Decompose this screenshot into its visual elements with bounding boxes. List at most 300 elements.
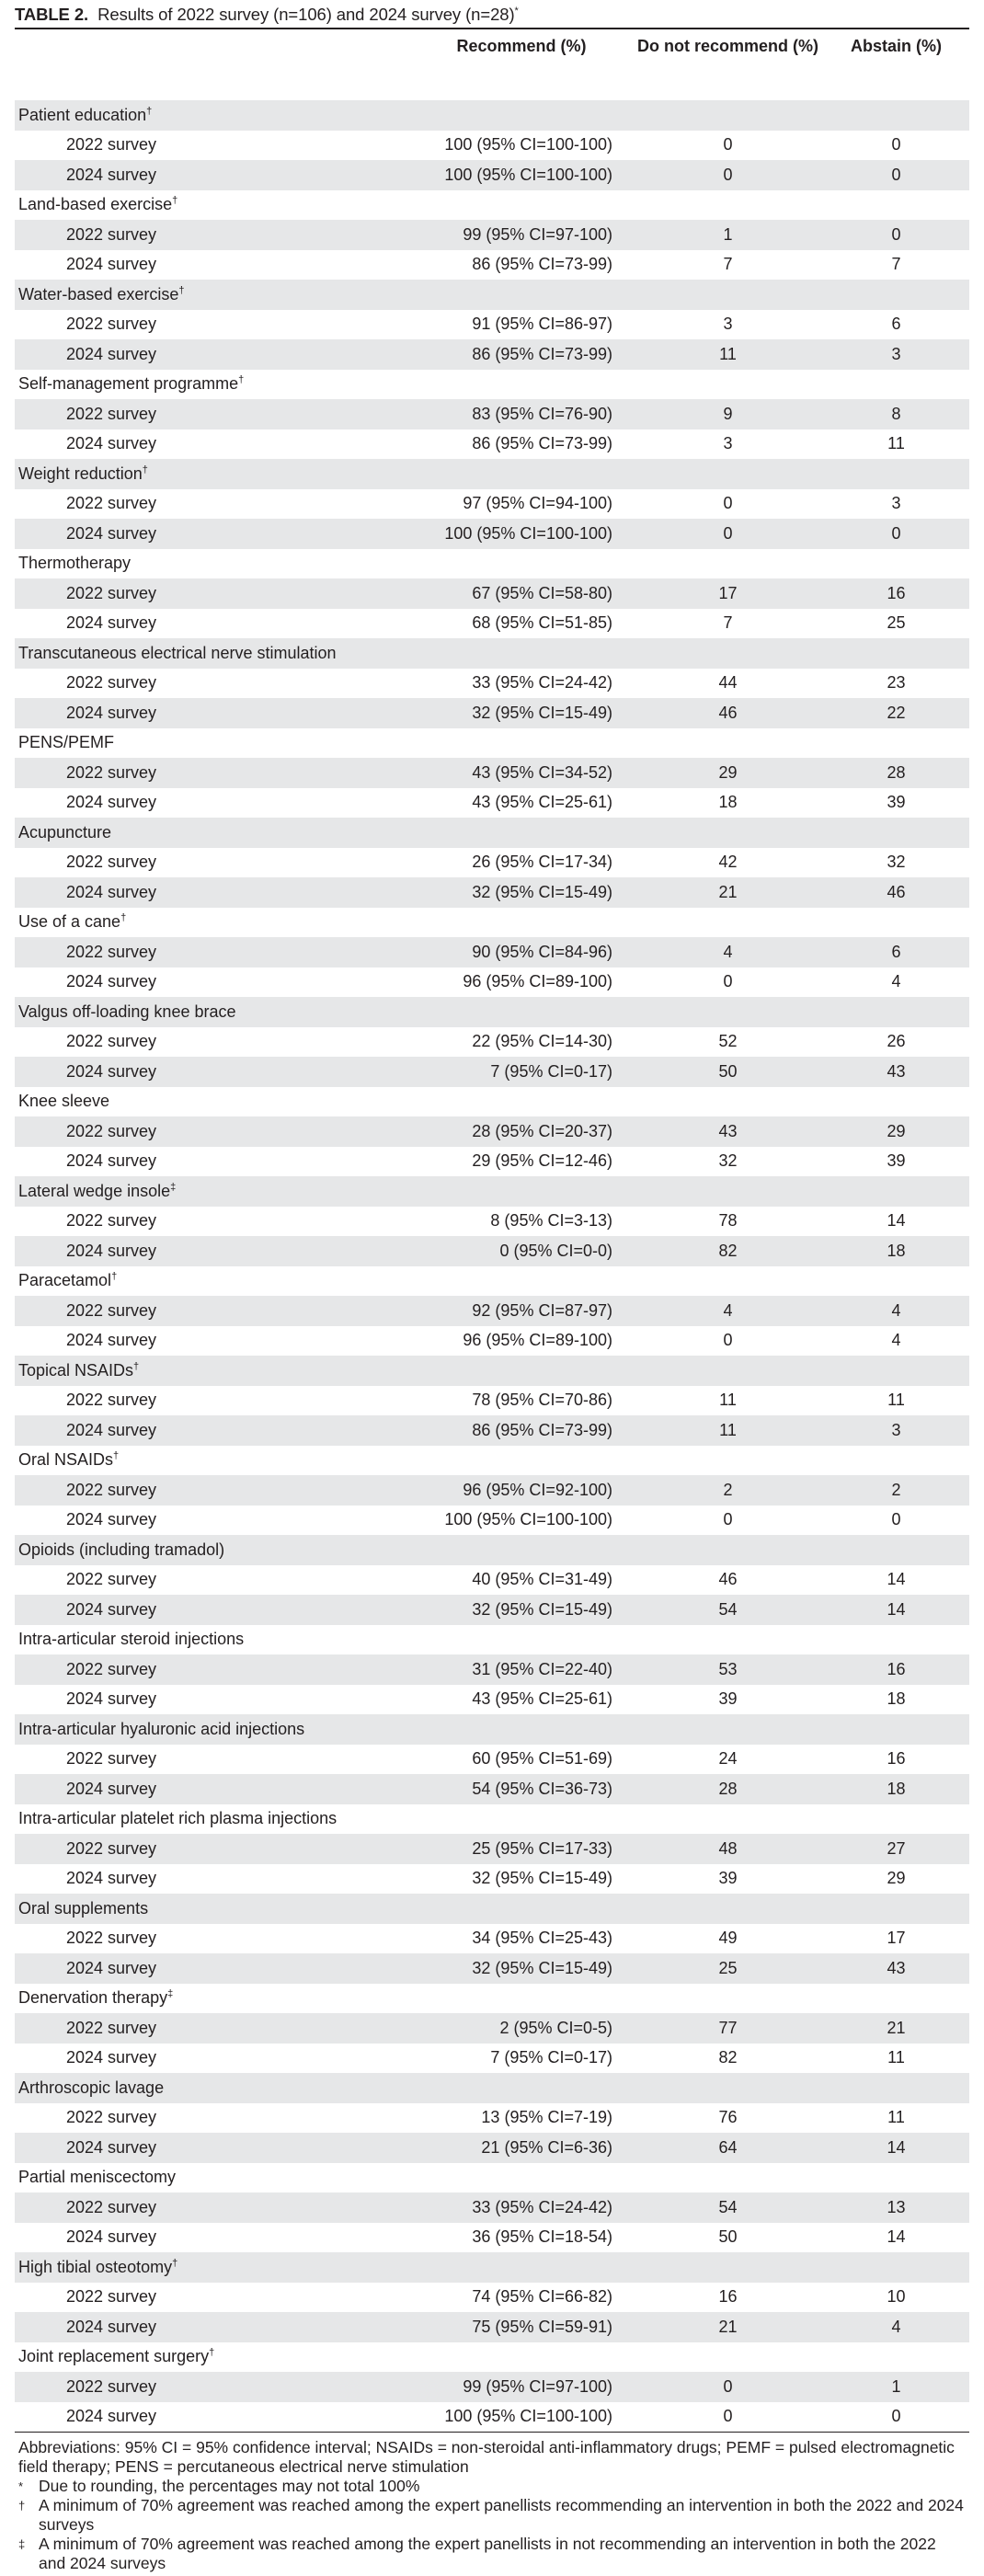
recommend-cell: 21 (95% CI=6-36) <box>481 2137 612 2157</box>
intervention-label: Denervation therapy <box>18 1988 168 2008</box>
do-not-recommend-cell: 1 <box>723 224 733 244</box>
intervention-mark: † <box>142 464 148 475</box>
survey-label: 2024 survey <box>66 344 157 363</box>
table-row <box>15 519 969 549</box>
survey-label: 2022 survey <box>66 1032 157 1051</box>
survey-label: 2022 survey <box>66 1570 157 1589</box>
abstain-cell: 18 <box>887 1241 906 1260</box>
survey-label: 2022 survey <box>66 1480 157 1499</box>
intervention-name <box>15 1984 969 2014</box>
group-header-row <box>15 2073 969 2103</box>
recommend-cell: 7 (95% CI=0-17) <box>490 2048 612 2067</box>
do-not-recommend-cell: 9 <box>723 404 733 423</box>
table-row <box>15 489 969 520</box>
abstain-cell: 14 <box>887 1211 906 1231</box>
table-row <box>15 310 969 340</box>
group-header-row <box>15 2252 969 2283</box>
recommend-cell: 96 (95% CI=89-100) <box>463 972 612 991</box>
recommend-cell: 54 (95% CI=36-73) <box>472 1779 612 1798</box>
recommend-cell: 32 (95% CI=15-49) <box>472 1958 612 1977</box>
table-row <box>15 2044 969 2074</box>
recommend-cell: 90 (95% CI=84-96) <box>472 942 612 961</box>
group-header-row <box>15 1087 969 1117</box>
intervention-label: Land-based exercise <box>18 195 173 214</box>
do-not-recommend-cell: 44 <box>718 673 738 693</box>
intervention-label: Patient education <box>18 105 147 124</box>
intervention-mark: † <box>172 195 178 207</box>
survey-label: 2024 survey <box>66 523 157 543</box>
survey-label: 2022 survey <box>66 1121 157 1140</box>
survey-label: 2024 survey <box>66 1061 157 1081</box>
intervention-name <box>15 280 969 310</box>
abstain-cell: 14 <box>887 1599 906 1619</box>
abstain-cell: 10 <box>887 2287 906 2307</box>
footnote <box>18 2496 966 2535</box>
abstain-cell: 27 <box>887 1838 906 1858</box>
footnote <box>18 2477 966 2496</box>
do-not-recommend-cell: 0 <box>723 523 733 543</box>
do-not-recommend-cell: 7 <box>723 613 733 633</box>
group-header-row <box>15 2163 969 2193</box>
intervention-label: Lateral wedge insole <box>18 1181 171 1200</box>
intervention-name <box>15 1356 969 1386</box>
recommend-cell: 97 (95% CI=94-100) <box>463 494 612 513</box>
abstain-cell: 3 <box>891 344 901 363</box>
recommend-cell: 7 (95% CI=0-17) <box>490 1061 612 1081</box>
intervention-label: Paracetamol <box>18 1271 112 1290</box>
abstain-cell: 6 <box>891 315 901 334</box>
abstain-cell: 11 <box>887 1391 905 1410</box>
recommend-cell: 8 (95% CI=3-13) <box>490 1211 612 1231</box>
abstain-cell: 8 <box>891 404 901 423</box>
recommend-cell: 86 (95% CI=73-99) <box>472 1420 612 1439</box>
recommend-cell: 32 (95% CI=15-49) <box>472 1869 612 1888</box>
intervention-name <box>15 100 969 131</box>
group-header-row <box>15 1714 969 1745</box>
table-row <box>15 2223 969 2253</box>
group-header-row <box>15 1535 969 1565</box>
table-row <box>15 1027 969 1058</box>
abstain-cell: 3 <box>891 1420 901 1439</box>
intervention-label: Weight reduction <box>18 464 143 483</box>
survey-label: 2022 survey <box>66 1659 157 1678</box>
recommend-cell: 43 (95% CI=25-61) <box>472 793 612 812</box>
intervention-name <box>15 1266 969 1297</box>
survey-label: 2022 survey <box>66 404 157 423</box>
abstain-cell: 46 <box>887 882 906 901</box>
survey-label: 2024 survey <box>66 1241 157 1260</box>
group-header-row <box>15 1176 969 1207</box>
do-not-recommend-cell: 50 <box>718 1061 738 1081</box>
table-row <box>15 967 969 998</box>
survey-label: 2022 survey <box>66 583 157 602</box>
table-row <box>15 1774 969 1804</box>
abstain-cell: 18 <box>887 1689 906 1709</box>
survey-label: 2024 survey <box>66 434 157 453</box>
table-row <box>15 1236 969 1266</box>
do-not-recommend-cell: 32 <box>718 1151 738 1171</box>
recommend-cell: 22 (95% CI=14-30) <box>472 1032 612 1051</box>
table-row <box>15 2192 969 2223</box>
survey-label: 2024 survey <box>15 2402 410 2433</box>
do-not-recommend-cell: 25 <box>718 1958 738 1977</box>
table-row <box>15 877 969 908</box>
intervention-name <box>15 190 969 221</box>
intervention-name <box>15 370 969 400</box>
abstain-cell: 18 <box>887 1779 906 1798</box>
intervention-name <box>15 1535 969 1565</box>
recommend-cell: 86 (95% CI=73-99) <box>472 434 612 453</box>
header-intervention <box>15 29 410 100</box>
group-header-row <box>15 1894 969 1924</box>
survey-label: 2024 survey <box>66 1510 157 1529</box>
intervention-label: Thermotherapy <box>18 554 132 573</box>
do-not-recommend-cell: 29 <box>718 762 738 782</box>
table-row <box>15 1685 969 1715</box>
do-not-recommend-cell: 0 <box>723 972 733 991</box>
footnote-mark: * <box>18 2479 24 2493</box>
recommend-cell: 36 (95% CI=18-54) <box>472 2227 612 2247</box>
survey-label: 2024 survey <box>66 1958 157 1977</box>
do-not-recommend-cell: 0 <box>723 135 733 155</box>
abstain-cell: 11 <box>887 434 905 453</box>
intervention-label: High tibial osteotomy <box>18 2257 173 2276</box>
do-not-recommend-cell: 39 <box>718 1869 738 1888</box>
do-not-recommend-cell: 48 <box>718 1838 738 1858</box>
do-not-recommend-cell: 50 <box>718 2227 738 2247</box>
survey-label: 2024 survey <box>66 165 157 184</box>
survey-label: 2024 survey <box>66 1331 157 1350</box>
do-not-recommend-cell: 24 <box>718 1749 738 1769</box>
table-body <box>15 100 969 2432</box>
intervention-label: Oral NSAIDs <box>18 1450 114 1470</box>
table-row <box>15 848 969 878</box>
do-not-recommend-cell: 78 <box>718 1211 738 1231</box>
recommend-cell: 33 (95% CI=24-42) <box>472 2197 612 2216</box>
abstain-cell: 4 <box>891 1300 901 1320</box>
survey-label: 2024 survey <box>66 1689 157 1709</box>
table-row <box>15 2312 969 2342</box>
abstain-cell: 43 <box>887 1958 906 1977</box>
do-not-recommend-cell: 11 <box>719 1420 737 1439</box>
do-not-recommend-cell: 3 <box>723 315 733 334</box>
abbreviations-note: Abbreviations: 95% CI = 95% confidence interval; NSAIDs = non-steroidal anti-inflammatory drugs; PEMF = pulsed electromagnetic field therapy; PENS = percutaneous electrical nerve stimulation <box>18 2437 955 2476</box>
intervention-name <box>15 2073 969 2103</box>
do-not-recommend-cell: 52 <box>718 1032 738 1051</box>
do-not-recommend-cell: 43 <box>718 1121 738 1140</box>
table-row <box>15 1745 969 1775</box>
group-header-row <box>15 280 969 310</box>
do-not-recommend-cell: 49 <box>718 1929 738 1948</box>
table-row <box>15 669 969 699</box>
table-row <box>15 1386 969 1416</box>
intervention-name <box>15 459 969 489</box>
intervention-name <box>15 1804 969 1835</box>
abstain-cell: 0 <box>891 1510 901 1529</box>
recommend-cell: 92 (95% CI=87-97) <box>472 1300 612 1320</box>
recommend-cell: 74 (95% CI=66-82) <box>472 2287 612 2307</box>
intervention-label: Intra-articular hyaluronic acid injections <box>18 1719 305 1738</box>
recommend-cell: 0 (95% CI=0-0) <box>499 1241 612 1260</box>
do-not-recommend-cell: 82 <box>718 2048 738 2067</box>
do-not-recommend-cell: 64 <box>718 2137 738 2157</box>
intervention-name <box>15 638 969 669</box>
intervention-mark: † <box>133 1360 140 1372</box>
survey-label: 2024 survey <box>66 1420 157 1439</box>
survey-label: 2022 survey <box>66 224 157 244</box>
survey-label: 2024 survey <box>66 255 157 274</box>
intervention-mark: † <box>113 1450 120 1462</box>
abstain-cell: 43 <box>887 1061 906 1081</box>
table-row <box>15 1057 969 1087</box>
table-row <box>15 429 969 460</box>
abstain-cell: 16 <box>887 583 906 602</box>
group-header-row <box>15 459 969 489</box>
recommend-cell: 68 (95% CI=51-85) <box>472 613 612 633</box>
do-not-recommend-cell: 76 <box>718 2108 738 2127</box>
survey-label: 2024 survey <box>66 1779 157 1798</box>
abstain-cell: 32 <box>887 853 906 872</box>
recommend-cell: 2 (95% CI=0-5) <box>499 2018 612 2037</box>
intervention-name <box>15 1625 969 1655</box>
abstain-cell: 11 <box>887 2048 905 2067</box>
recommend-cell: 33 (95% CI=24-42) <box>472 673 612 693</box>
intervention-mark: † <box>238 374 245 386</box>
table-row <box>15 399 969 429</box>
abstain-cell: 23 <box>887 673 906 693</box>
table-row <box>15 1147 969 1177</box>
table-row <box>15 937 969 967</box>
header-row <box>15 29 969 100</box>
footnotes <box>18 2477 966 2573</box>
survey-label: 2024 survey <box>66 2317 157 2336</box>
table-row <box>15 609 969 639</box>
recommend-cell: 40 (95% CI=31-49) <box>472 1570 612 1589</box>
table-row <box>15 220 969 250</box>
footnote-mark: † <box>18 2498 26 2513</box>
abstain-cell: 0 <box>823 2402 969 2433</box>
do-not-recommend-cell: 3 <box>723 434 733 453</box>
footnote-text: A minimum of 70% agreement was reached among the expert panellists recommending an intervention in both the 2022 and 2024 surveys <box>39 2495 964 2534</box>
intervention-label: Knee sleeve <box>18 1092 110 1111</box>
recommend-cell: 100 (95% CI=100-100) <box>444 523 612 543</box>
recommend-cell: 28 (95% CI=20-37) <box>472 1121 612 1140</box>
survey-label: 2024 survey <box>66 2137 157 2157</box>
survey-label: 2024 survey <box>66 2048 157 2067</box>
do-not-recommend-cell: 0 <box>723 1510 733 1529</box>
abstain-cell: 39 <box>887 1151 906 1171</box>
abstain-cell: 0 <box>891 135 901 155</box>
do-not-recommend-cell: 42 <box>718 853 738 872</box>
survey-label: 2024 survey <box>66 1869 157 1888</box>
table-row <box>15 1296 969 1326</box>
group-header-row <box>15 728 969 759</box>
survey-label: 2024 survey <box>66 1151 157 1171</box>
table-title: Results of 2022 survey (n=106) and 2024 survey (n=28) <box>97 5 515 24</box>
recommend-cell: 96 (95% CI=89-100) <box>463 1331 612 1350</box>
survey-label: 2024 survey <box>66 793 157 812</box>
header-do-not-recommend: Do not recommend (%) <box>633 29 823 100</box>
footnote <box>18 2535 966 2573</box>
group-header-row <box>15 1446 969 1476</box>
survey-label: 2022 survey <box>66 762 157 782</box>
intervention-label: PENS/PEMF <box>18 733 115 752</box>
recommend-cell: 13 (95% CI=7-19) <box>481 2108 612 2127</box>
table-row <box>15 758 969 788</box>
intervention-name <box>15 2252 969 2283</box>
abstain-cell: 14 <box>887 1570 906 1589</box>
table-row <box>15 1207 969 1237</box>
intervention-label: Use of a cane <box>18 912 121 932</box>
table-row <box>15 1924 969 1954</box>
abstain-cell: 22 <box>887 703 906 722</box>
abstain-cell: 1 <box>891 2376 901 2396</box>
table-row <box>15 2133 969 2163</box>
abstain-cell: 17 <box>887 1929 906 1948</box>
recommend-cell: 86 (95% CI=73-99) <box>472 255 612 274</box>
results-table <box>15 28 969 2433</box>
do-not-recommend-cell: 7 <box>723 255 733 274</box>
recommend-cell: 67 (95% CI=58-80) <box>472 583 612 602</box>
group-header-row <box>15 818 969 848</box>
table-row <box>15 2013 969 2044</box>
intervention-label: Arthroscopic lavage <box>18 2078 165 2097</box>
abstain-cell: 25 <box>887 613 906 633</box>
intervention-label: Joint replacement surgery <box>18 2347 210 2366</box>
footnote-mark: ‡ <box>18 2536 26 2551</box>
survey-label: 2022 survey <box>66 853 157 872</box>
survey-label: 2022 survey <box>66 494 157 513</box>
abstain-cell: 4 <box>891 2317 901 2336</box>
intervention-name <box>15 1087 969 1117</box>
do-not-recommend-cell: 0 <box>723 165 733 184</box>
table-row <box>15 250 969 280</box>
intervention-name <box>15 2163 969 2193</box>
abstain-cell: 4 <box>891 1331 901 1350</box>
intervention-mark: † <box>146 105 153 117</box>
survey-label: 2022 survey <box>66 1838 157 1858</box>
do-not-recommend-cell: 54 <box>718 2197 738 2216</box>
recommend-cell: 100 (95% CI=100-100) <box>444 135 612 155</box>
recommend-cell: 100 (95% CI=100-100) <box>444 1510 612 1529</box>
recommend-cell: 29 (95% CI=12-46) <box>472 1151 612 1171</box>
intervention-name <box>15 1714 969 1745</box>
abstain-cell: 13 <box>887 2197 906 2216</box>
group-header-row <box>15 997 969 1027</box>
survey-label: 2022 survey <box>66 942 157 961</box>
do-not-recommend-cell: 17 <box>718 583 738 602</box>
survey-label: 2024 survey <box>66 882 157 901</box>
group-header-row <box>15 2342 969 2373</box>
do-not-recommend-cell: 39 <box>718 1689 738 1709</box>
table-row <box>15 788 969 819</box>
do-not-recommend-cell: 77 <box>718 2018 738 2037</box>
recommend-cell: 99 (95% CI=97-100) <box>463 2376 612 2396</box>
table-row <box>15 1864 969 1895</box>
survey-label: 2022 survey <box>66 2197 157 2216</box>
group-header-row <box>15 1984 969 2014</box>
intervention-label: Acupuncture <box>18 822 112 841</box>
intervention-label: Intra-articular platelet rich plasma injections <box>18 1809 338 1828</box>
survey-label: 2022 survey <box>66 2287 157 2307</box>
intervention-name <box>15 818 969 848</box>
recommend-cell: 43 (95% CI=34-52) <box>472 762 612 782</box>
group-header-row <box>15 1356 969 1386</box>
intervention-label: Partial meniscectomy <box>18 2168 177 2187</box>
table-row <box>15 1834 969 1864</box>
footnote-text: A minimum of 70% agreement was reached among the expert panellists in not recommending an intervention in both the 2022 and 2024 surveys <box>39 2534 936 2572</box>
table-row <box>15 1595 969 1625</box>
do-not-recommend-cell: 2 <box>723 1480 733 1499</box>
intervention-name <box>15 728 969 759</box>
intervention-label: Intra-articular steroid injections <box>18 1630 245 1649</box>
abstain-cell: 11 <box>887 2108 905 2127</box>
do-not-recommend-cell: 4 <box>723 942 733 961</box>
intervention-label: Transcutaneous electrical nerve stimulation <box>18 643 337 662</box>
abstain-cell: 21 <box>887 2018 906 2037</box>
intervention-mark: † <box>111 1271 118 1283</box>
table-label: TABLE 2. <box>15 5 89 24</box>
recommend-cell: 86 (95% CI=73-99) <box>472 344 612 363</box>
survey-label: 2022 survey <box>66 1391 157 1410</box>
group-header-row <box>15 190 969 221</box>
survey-label: 2024 survey <box>66 972 157 991</box>
abstain-cell: 0 <box>891 165 901 184</box>
survey-label: 2022 survey <box>66 2376 157 2396</box>
abstain-cell: 28 <box>887 762 906 782</box>
do-not-recommend-cell: 0 <box>723 494 733 513</box>
recommend-cell: 32 (95% CI=15-49) <box>472 703 612 722</box>
do-not-recommend-cell: 18 <box>718 793 738 812</box>
table-row <box>15 2283 969 2313</box>
table-row <box>15 1953 969 1984</box>
survey-label: 2022 survey <box>66 1211 157 1231</box>
intervention-name <box>15 2342 969 2373</box>
table-row <box>15 160 969 190</box>
do-not-recommend-cell: 28 <box>718 1779 738 1798</box>
recommend-cell: 32 (95% CI=15-49) <box>472 882 612 901</box>
table-row <box>15 1116 969 1147</box>
abstain-cell: 29 <box>887 1869 906 1888</box>
abstain-cell: 26 <box>887 1032 906 1051</box>
survey-label: 2022 survey <box>66 315 157 334</box>
abstain-cell: 0 <box>891 523 901 543</box>
do-not-recommend-cell: 82 <box>718 1241 738 1260</box>
do-not-recommend-cell: 46 <box>718 1570 738 1589</box>
recommend-cell: 96 (95% CI=92-100) <box>463 1480 612 1499</box>
table-row <box>15 578 969 609</box>
table-notes <box>15 2433 969 2573</box>
table-caption <box>15 0 969 28</box>
table-row <box>15 1475 969 1506</box>
group-header-row <box>15 1266 969 1297</box>
survey-label: 2024 survey <box>66 2227 157 2247</box>
caption-mark: * <box>514 5 519 17</box>
do-not-recommend-cell: 46 <box>718 703 738 722</box>
intervention-name <box>15 1176 969 1207</box>
intervention-label: Opioids (including tramadol) <box>18 1540 225 1559</box>
table-row <box>15 131 969 161</box>
group-header-row <box>15 100 969 131</box>
survey-label: 2022 survey <box>66 2108 157 2127</box>
intervention-name <box>15 1446 969 1476</box>
abstain-cell: 7 <box>891 255 901 274</box>
table-row <box>15 1326 969 1357</box>
recommend-cell: 78 (95% CI=70-86) <box>472 1391 612 1410</box>
group-header-row <box>15 908 969 938</box>
table-row <box>15 1654 969 1685</box>
do-not-recommend-cell: 4 <box>723 1300 733 1320</box>
